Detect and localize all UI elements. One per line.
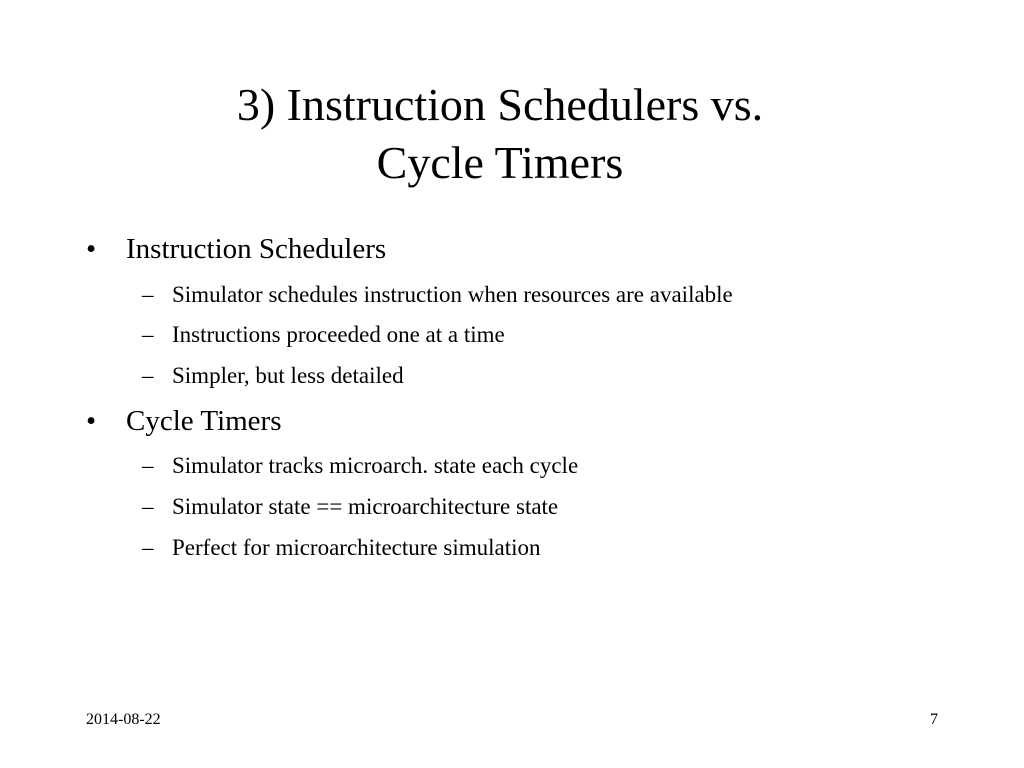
sub-bullet (142, 281, 733, 309)
dash-marker-icon: – (142, 453, 154, 478)
bullet-cycle-timers (86, 404, 282, 438)
dash-marker-icon: – (142, 282, 154, 307)
sub-bullet (142, 452, 578, 480)
bullet-instruction-schedulers (86, 232, 386, 266)
sub-bullet-label: Simpler, but less detailed (172, 363, 404, 388)
slide-title-line-2: Cycle Timers (376, 137, 624, 188)
dash-marker-icon: – (142, 322, 154, 347)
bullet-marker-icon: • (86, 405, 97, 437)
dash-marker-icon: – (142, 535, 154, 560)
bullet-marker-icon: • (86, 233, 97, 265)
dash-marker-icon: – (142, 363, 154, 388)
slide-title-line-1: 3) Instruction Schedulers vs. (236, 79, 764, 130)
sub-bullet (142, 493, 558, 521)
sub-bullet-label: Instructions proceeded one at a time (172, 322, 505, 347)
dash-marker-icon: – (142, 494, 154, 519)
sub-bullet (142, 362, 404, 390)
footer-date: 2014-08-22 (86, 711, 161, 728)
sub-bullet (142, 534, 540, 562)
sub-bullet-label: Simulator tracks microarch. state each cycle (172, 453, 579, 478)
bullet-label: Cycle Timers (126, 405, 282, 437)
sub-bullet (142, 321, 505, 349)
sub-bullet-label: Perfect for microarchitecture simulation (172, 535, 541, 560)
footer-page-number: 7 (930, 711, 938, 728)
sub-bullet-label: Simulator schedules instruction when resources are available (172, 282, 733, 307)
bullet-label: Instruction Schedulers (126, 233, 387, 265)
sub-bullet-label: Simulator state == microarchitecture state (172, 494, 559, 519)
